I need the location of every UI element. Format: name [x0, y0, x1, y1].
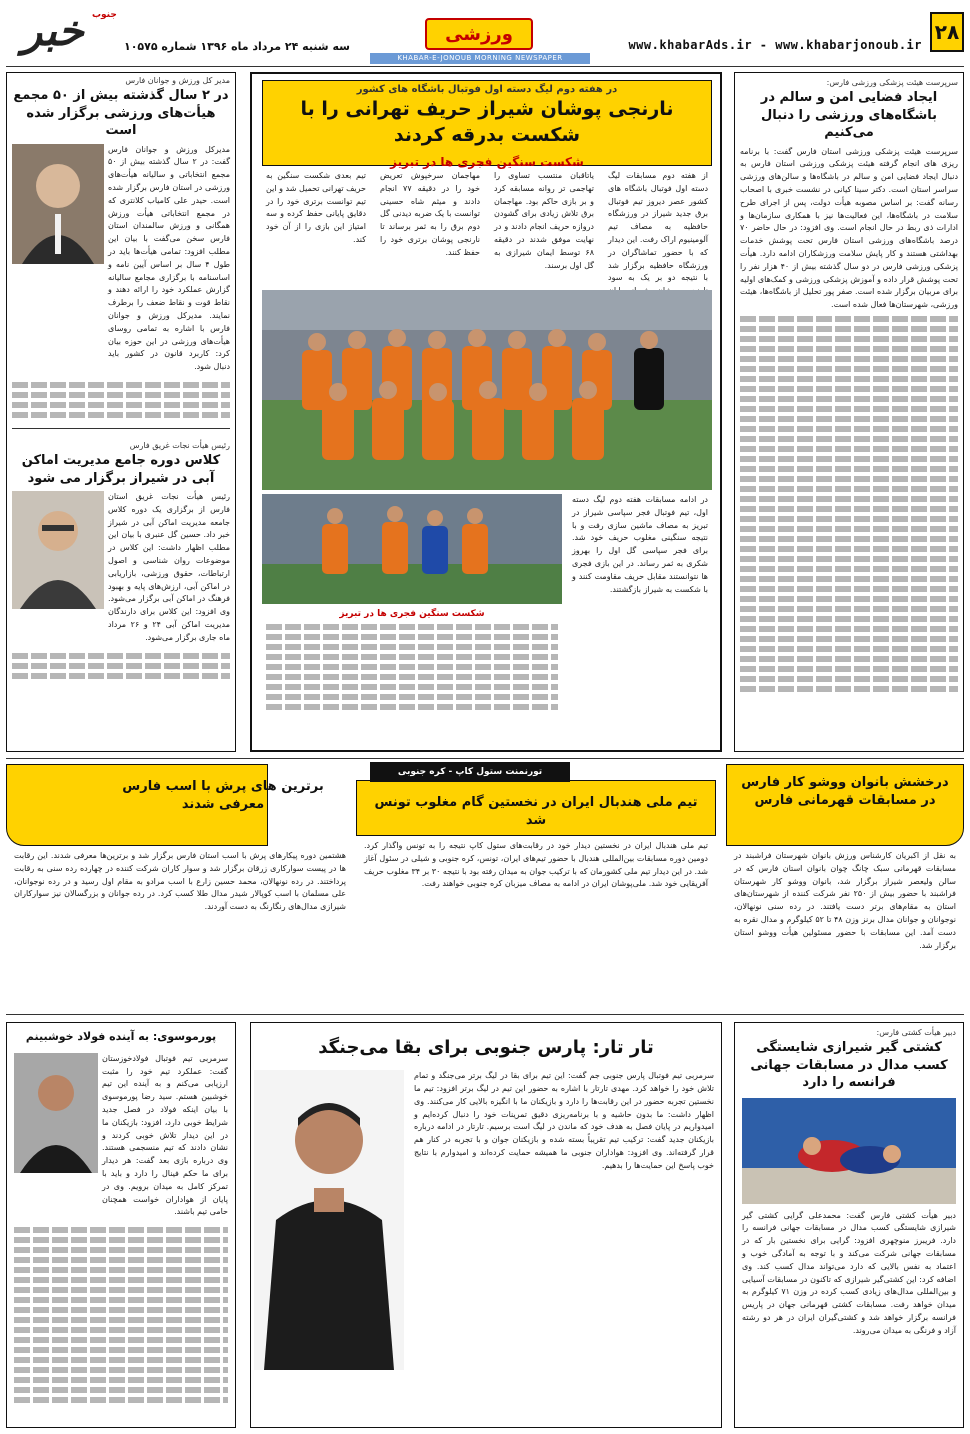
bottom-center-body: سرمربی تیم فوتبال پارس جنوبی جم گفت: این تیم برای بقا در لیگ برتر می‌جنگد و تمام تلاش خود را خواهد کرد. مهدی تارتار با اشاره به حضور این تیم در لیگ برتر افزود: تیم ما نخستین تجربه حضور در این رقابت‌ها را دارد و بازیکنان ما با انگیزه بالایی کار می‌کنند. وی اظهار داشت: ما بدون حاشیه و با برنامه‌ریزی دقیق تمرینات خود را دنبال کرده‌ایم و امیدواریم در پایان فصل به هدف خود که ماندن در لیگ است برسیم. تارتار در ادامه درباره بازیکنان جدید گفت: ترکیب تیم تقریباً بسته شده و بازیکنان جوان و با تجربه در کنار هم قرار گرفته‌اند. وی افزود: هواداران جنوبی ما همیشه حمایت کرده‌اند و امیدوارم با نتایج خوب پاسخ این حمایت‌ها را بدهیم. [414, 1071, 714, 1170]
text-line [740, 376, 958, 382]
text-line [14, 1357, 228, 1363]
right-kicker: سرپرست هیئت پزشکی ورزشی فارس: [826, 78, 958, 87]
bottom-left-headline[interactable]: پورموسوی: به آینده فولاد خوشبینم [25, 1030, 217, 1043]
section-rule [6, 1014, 964, 1015]
text-line [740, 336, 958, 342]
text-line [266, 654, 558, 660]
band-center-headline[interactable]: تیم ملی هندبال ایران در نخستین گام مغلوب تونس شد [374, 795, 698, 828]
band-right-headline[interactable]: درخشش بانوان ووشو کار فارس در مسابقات قهرمانی فارس [741, 775, 949, 808]
bottom-center-headline[interactable]: تار تار: پارس جنوبی برای بقا می‌جنگد [318, 1037, 654, 1058]
story2-body: رئیس هیأت نجات غریق استان فارس از برگزاری یک دوره کلاس جامعه مدیریت اماکن آبی در شیراز خبر داد. حسین گل عنبری با بیان این مطلب اظهار داشت: این کلاس در موضوعات روان شناسی و اصول ارتباطات، حقوق ورزشی، بازاریابی در اماکن آبی، ارزش‌های پایه و بهبود فرهنگ در اماکن آبی برگزار می‌شود. وی افزود: این کلاس برای دارندگان مدیریت اماکن آبی ۲۴ و ۲۶ مرداد ماه جاری برگزار می‌شود. [108, 492, 230, 642]
feature-body-lower: در ادامه مسابقات هفته دوم لیگ دسته اول، تیم فوتبال فجر سپاسی شیراز در تبریز به مصاف ماشین سازی رفت و با نتیجه سنگینی مغلوب حریف خود شد. برای فجر سپاسی گل اول را بهروز شکری به ثمر رساند. در این بازی فجری ها نتوانستند مقابل حریف مقاومت کنند و با شکست به شیراز بازگشتند. [572, 495, 708, 594]
text-line [740, 676, 958, 682]
masthead [0, 0, 970, 66]
text-line [14, 1287, 228, 1293]
text-line [740, 356, 958, 362]
text-line [14, 1397, 228, 1403]
bottom-left [10, 1026, 232, 1424]
text-line [740, 426, 958, 432]
text-line [740, 396, 958, 402]
text-line [14, 1347, 228, 1353]
text-line [740, 596, 958, 602]
text-line [14, 1277, 228, 1283]
text-line [266, 684, 558, 690]
feature-headline[interactable]: نارنجی پوشان شیراز حریف تهرانی را با شکست بدرقه کردند [300, 98, 674, 146]
feature-lower-right [262, 494, 562, 744]
text-line [740, 436, 958, 442]
text-line [14, 1327, 228, 1333]
text-line [740, 516, 958, 522]
text-line [740, 456, 958, 462]
text-line [14, 1317, 228, 1323]
portrait-icon [12, 144, 104, 264]
text-line [740, 326, 958, 332]
text-line [266, 644, 558, 650]
text-line [740, 386, 958, 392]
website-links[interactable]: www.khabarAds.ir - www.khabarjonoub.ir [628, 38, 922, 52]
text-line [14, 1377, 228, 1383]
text-line [740, 666, 958, 672]
text-line [12, 382, 230, 388]
logo-subtext: جنوب [92, 10, 117, 20]
match-action-photo-icon [262, 494, 562, 604]
text-line [740, 656, 958, 662]
text-line [266, 704, 558, 710]
text-line [740, 646, 958, 652]
text-line [12, 663, 230, 669]
feature-body-a: از هفته دوم مسابقات لیگ دسته اول فوتبال باشگاه های کشور عصر دیروز تیم فوتبال برق جدید شیراز در ورزشگاه حافظیه به مصاف تیم آلومینیوم اراک رفت. این دیدار که با حضور تماشاگران در ورزشگاه حافظیه برگزار شد با نتیجه دو بر یک به سود [608, 171, 708, 283]
text-line [14, 1387, 228, 1393]
text-line [14, 1237, 228, 1243]
story2-headline[interactable]: کلاس دوره جامع مدیریت اماکن آبی در شیراز برگزار می شود [21, 452, 221, 486]
text-line [266, 634, 558, 640]
text-line [740, 466, 958, 472]
band-left-body: هشتمین دوره پیکارهای پرش با اسب استان فارس برگزار شد و برترین‌ها معرفی شدند. این رقابت ها در پیست سوارکاری زرقان برگزار شد و سوار کاران شرکت کننده در چهارده رده سنی به رقابت پرداختند. در رده نونهالان، محمد حسین زارع با اسب مرادو به مقام اول رسید و در رده نوجوانان، علی مسلمان با اسب کوپالار شیدر مدال طلا کسب کرد. در رده جوانان و بزرگسالان نیز سوارکاران شیرازی مدال‌های رنگارنگ به دست آوردند. [14, 851, 346, 912]
story1-body: مدیرکل ورزش و جوانان فارس گفت: در ۲ سال گذشته بیش از ۵۰ مجمع انتخاباتی و سالیانه هیأت‌های ورزشی در استان فارس برگزار شده است. حیدر علی کامیاب کلانتری که در مجمع انتخاباتی هیأت ورزش همگانی و ورزش سالمندان استان فارس سخن می‌گفت با بیان این مطلب افزود: تمامی هیأت‌ها باید در طول ۴ سال بر اساس آیین نامه و اساسنامه با برگزاری مجامع سالیانه گزارش عملکرد خود را ارائه دهند و نقاط قوت و نقاط ضعف را برطرف نمایند. مدیرکل ورزش و جوانان فارس با اشاره به تمامی روسای هیأت‌های ورزشی در این حوزه بیان کرد: کاربرد قانون در کشور باید دنبال شود. [108, 144, 231, 372]
story1-kicker: مدیر کل ورزش و جوانان فارس [125, 76, 230, 85]
band-left-headline[interactable]: برترین های پرش با اسب فارس معرفی شدند [122, 779, 324, 812]
text-line [12, 392, 230, 398]
band-center-kicker: تورنمنت ستول کاپ - کره جنوبی [370, 762, 570, 782]
inset-caption: شکست سنگین فجری ها در تبریز [339, 609, 485, 619]
text-line [740, 626, 958, 632]
text-line [266, 674, 558, 680]
section-label: ورزشی [425, 18, 533, 50]
bottom-right [738, 1026, 960, 1424]
story2-kicker: رئیس هیأت نجات غریق فارس [129, 440, 230, 450]
masthead-strip: KHABAR-E-JONOUB MORNING NEWSPAPER [370, 53, 590, 64]
text-line [740, 606, 958, 612]
text-line [740, 316, 958, 322]
feature-body-c: مهاجمان سرخپوش تعریض خود را در دقیقه ۷۷ انجام دادند و میثم شاه حسینی توانست با یک ضربه دیدنی گل دوم برق را به ثمر برساند تا نارنجی پوشان برتری خود را حفظ کنند. [380, 171, 480, 257]
text-line [266, 664, 558, 670]
bottom-right-headline[interactable]: کشتی گیر شیرازی شایستگی کسب مدال در مسابقات جهانی فرانسه را دارد [750, 1040, 948, 1091]
story1-headline[interactable]: در ۲ سال گذشته بیش از ۵۰ مجمع هیأت‌های ورزشی برگزار شده است [13, 88, 229, 139]
feature-lower [262, 494, 712, 744]
text-line [740, 406, 958, 412]
band-right-body: به نقل از اکبریان کارشناس ورزش بانوان شهرستان فراشبند در مسابقات قهرمانی سبک چانگ چوان بانوان استان فارس که در سالن ولیعصر شیراز برگزار شد، بانوان ووشو کار شهرستان فراشبند با حضور بیش از ۲۵۰ نفر شرکت کننده از شهرستان‌های استان به مقام‌های برتر دست یافتند. در رده سنی نونهالان، نوجوانان و جوانان مدال برنز وزن ۴۸ تا ۵۲ کیلوگرم و مدال نقره به دست آمد. این مسابقات با حضور مسئولین هیأت ووشو استان برگزار شد. [734, 851, 956, 950]
band-right [730, 768, 960, 1008]
text-line [14, 1367, 228, 1373]
text-line [14, 1267, 228, 1273]
text-line [12, 673, 230, 679]
text-line [14, 1337, 228, 1343]
divider [12, 428, 230, 429]
wrestling-photo-icon [742, 1098, 956, 1204]
text-line [14, 1247, 228, 1253]
band-center-body: تیم ملی هندبال ایران در نخستین دیدار خود در رقابت‌های ستول کاپ نتیجه را به تونس واگذار کرد. دومین دوره مسابقات بین‌المللی هندبال با حضور تیم‌های ایران، تونس، کره جنوبی و شیلی در سئول آغاز شد. در این دیدار تیم ملی کشورمان که با ترکیب جوان به میدان رفته بود با نتیجه ۳۰ بر ۳۴ مغلوب حریف آفریقایی خود شد. ملی‌پوشان ایران در ادامه به مصاف میزبان کره جنوبی خواهند رفت. [364, 841, 708, 889]
text-line [740, 616, 958, 622]
text-line [740, 566, 958, 572]
feature-body-b: یاتاقبان منتسب تساوی را تهاجمی تر روانه مسابقه کرد و بر بازی حاکم بود. مهاجمان برق تلاش زیادی برای گشودن دروازه حریف انجام دادند و در نهایت موفق شدند در دقیقه ۶۸ توسط ایمان شیرازی به گل اول برسند. [494, 171, 594, 270]
issue-date-line: سه شنبه ۲۴ مرداد ماه ۱۳۹۶ شماره ۱۰۵۷۵ [124, 40, 350, 53]
left-column [8, 74, 234, 750]
text-line [740, 686, 958, 692]
text-line [740, 546, 958, 552]
text-line [12, 653, 230, 659]
text-line [740, 346, 958, 352]
text-line [740, 416, 958, 422]
coach-photo-icon [254, 1070, 404, 1370]
text-line [740, 536, 958, 542]
text-line [740, 486, 958, 492]
band-center [360, 784, 712, 1010]
feature-text-columns [262, 170, 712, 288]
text-line [14, 1297, 228, 1303]
portrait-icon [12, 491, 104, 609]
right-headline[interactable]: ایجاد فضایی امن و سالم در باشگاه‌های ورزشی را دنبال می‌کنیم [760, 90, 938, 141]
text-line [740, 496, 958, 502]
text-line [740, 506, 958, 512]
text-line [14, 1307, 228, 1313]
section-rule [6, 758, 964, 759]
text-line [266, 624, 558, 630]
text-line [740, 586, 958, 592]
portrait-icon [14, 1053, 98, 1173]
text-line [14, 1257, 228, 1263]
page-number: ۲۸ [930, 12, 964, 52]
text-line [12, 402, 230, 408]
feature-headline-area [262, 82, 712, 168]
right-body: سرپرست هیئت پزشکی ورزشی استان فارس گفت: با برنامه ریزی های انجام گرفته هیئت پزشکی ورزشی استان فارس به دنبال ایجاد فضایی امن و سالم در باشگاه‌ها و سالن‌های ورزشی سراسر استان است. دکتر سینا کیانی در نشست خبری با اصحاب رسانه گفت: بر اساس مصوبه هیأت دولت، پس از اجرای طرح سلامت در باشگاه‌ها، این فعالیت‌ها نیز با همکاری سازمان‌ها و ادارات ذی ربط در حال انجام است. وی افزود: در حال حاضر ۷۰ درصد باشگاه‌های ورزشی استان فارس تحت پوشش خدمات بهداشتی هستند و کار پایش سلامت ورزشکاران ادامه دارد. هیأت پزشکی ورزشی فارس در دو سال گذشته بیش از ۴۰ هزار نفر را تحت پوشش قرار داده و آموزش پزشکی ورزشی و کمک‌های اولیه برای مربیان برگزار شده است. صفر پور تحلیل از باشگاه‌ها، هیئت ورزشی، شهرستان‌ها فعال شده است. [740, 146, 959, 310]
bottom-right-body: دبیر هیأت کشتی فارس گفت: محمدعلی گرایی کشتی گیر شیرازی شایستگی کسب مدال در مسابقات جهانی فرانسه را دارد. فریبرز منوچهری افزود: گرایی برای نخستین بار که در مسابقات جهانی شرکت می‌کند و با توجه به آمادگی خوب و اعتماد به نفس بالایی که دارد می‌تواند مدال کسب کند. وی اضافه کرد: این کشتی‌گیر شیرازی که تاکنون در مسابقات آسیایی و بین‌المللی مدال‌های زیادی کسب کرده در وزن ۷۱ کیلوگرم به میدان خواهد رفت. مسابقات کشتی قهرمانی جهان در پاریس فرانسه برگزار خواهد شد و کشتی‌گیران ایران در هر دو رشته آزاد و فرنگی به میدان می‌روند. [742, 1210, 957, 1335]
newspaper-logo [10, 8, 120, 54]
feature-kicker: در هفته دوم لیگ دسته اول فوتبال باشگاه های کشور [356, 84, 618, 95]
text-line [740, 446, 958, 452]
bottom-left-body: سرمربی تیم فوتبال فولادخوزستان گفت: عملکرد تیم خود را مثبت ارزیابی می‌کنم و به آینده این تیم خوشبین هستم. سید رضا پورموسوی با بیان اینکه فولاد در فصل جدید شرایط خوبی دارد، افزود: بازیکنان ما در این دیدار تلاش خوبی کردند و نشان دادند که تیم منسجمی هستند. وی درباره بازی بعد گفت: هر دیدار برای ما حکم فینال را دارد و باید با تمرکز کامل به میدان برویم. وی در پایان از هواداران خواست همچنان حامی تیم باشند. [102, 1053, 228, 1217]
right-column [736, 76, 962, 748]
text-line [12, 412, 230, 418]
masthead-rule [6, 66, 964, 67]
text-line [740, 366, 958, 372]
text-line [740, 636, 958, 642]
feature-body-d: تیم بعدی شکست سنگین به حریف تهرانی تحمیل شد و این تیم توانست برتری خود را در دقایق پایانی حفظ کرده و سه امتیاز این بازی را از آن خود کند. [266, 171, 366, 244]
text-line [740, 576, 958, 582]
logo-text: خبر [22, 6, 84, 55]
team-photo-icon [262, 290, 712, 490]
feature-subheadline: شکست سنگین فجری ها در تبریز [390, 155, 584, 170]
band-left [10, 768, 350, 1008]
text-line [740, 476, 958, 482]
bottom-right-kicker: دبیر هیأت کشتی فارس: [876, 1028, 956, 1037]
bottom-center [254, 1026, 718, 1424]
text-line [14, 1227, 228, 1233]
text-line [266, 694, 558, 700]
text-line [740, 556, 958, 562]
text-line [740, 526, 958, 532]
